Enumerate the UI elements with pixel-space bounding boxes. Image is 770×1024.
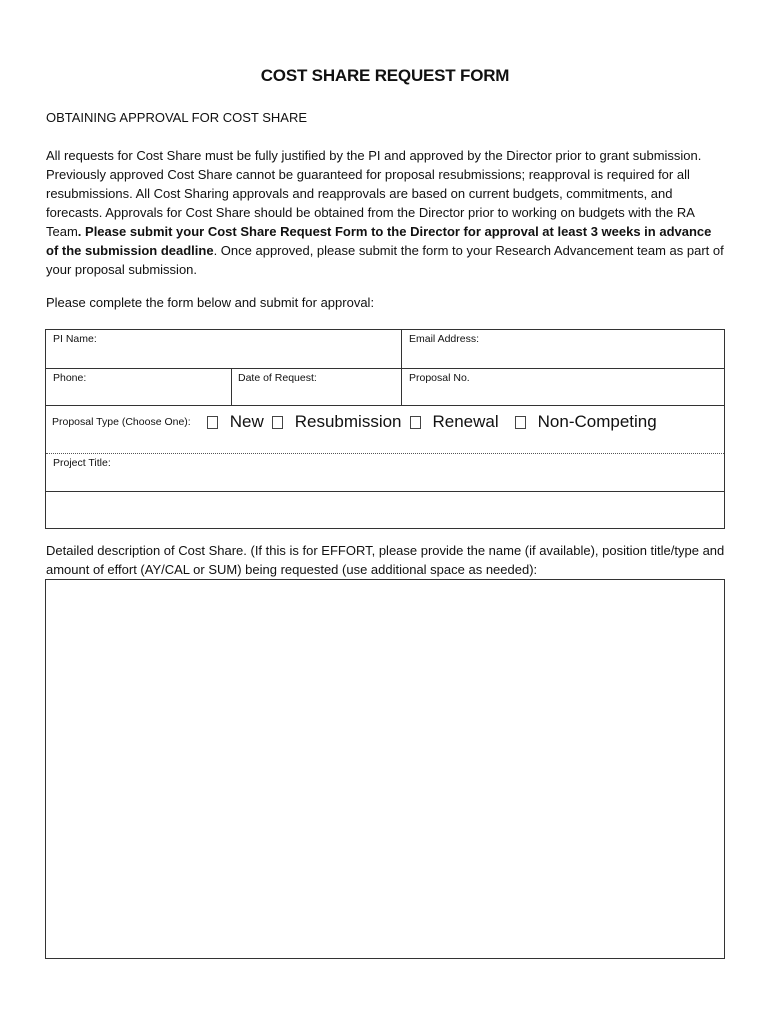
form-instruction: Please complete the form below and submit for approval: — [46, 295, 375, 310]
proposal-type-non-competing[interactable] — [515, 412, 657, 432]
checkbox-icon[interactable] — [207, 416, 218, 429]
phone-field[interactable] — [46, 369, 232, 406]
date-of-request-label: Date of Request: — [238, 372, 317, 384]
section-heading: OBTAINING APPROVAL FOR COST SHARE — [46, 110, 308, 125]
paragraph-text: All requests for Cost Share must be fully justified by the PI and approved by the Director prior to grant submission. Previously approved Cost Share cannot be guaranteed for proposal resubmissions; reapproval is required for all resubmissions. All Cost Sharing approvals and reapprovals are based on current budgets, commitments, and forecasts. Approvals for Cost Share should be obtained from the Director prior to working on budgets with the RA Team — [46, 148, 702, 239]
proposal-type-new[interactable] — [207, 412, 264, 432]
proposal-type-renewal[interactable] — [410, 412, 499, 432]
pi-name-field[interactable] — [46, 330, 402, 369]
date-of-request-field[interactable] — [232, 369, 402, 406]
phone-label: Phone: — [53, 372, 87, 384]
description-prompt: Detailed description of Cost Share. (If this is for EFFORT, please provide the name (if available), position title/type and amount of effort (AY/CAL or SUM) being requested (use additional space as needed): — [46, 543, 725, 577]
checkbox-icon[interactable] — [515, 416, 526, 429]
request-form-table — [45, 329, 725, 529]
project-title-label: Project Title: — [53, 457, 111, 469]
description-textarea[interactable] — [45, 579, 725, 959]
option-label: Non-Competing — [537, 412, 657, 431]
proposal-no-field[interactable] — [402, 369, 724, 406]
proposal-type-resubmission[interactable] — [272, 412, 402, 432]
proposal-type-row — [52, 412, 657, 432]
project-title-input-area[interactable] — [46, 492, 724, 528]
option-label: New — [229, 412, 264, 431]
pi-name-label: PI Name: — [53, 333, 97, 345]
instructions-paragraph — [46, 146, 726, 279]
option-label: Renewal — [432, 412, 499, 431]
proposal-type-label: Proposal Type (Choose One): — [52, 416, 191, 428]
project-title-field[interactable] — [46, 454, 724, 492]
email-label: Email Address: — [409, 333, 480, 345]
paragraph-tail-text: . Once approved, please submit the form to your Research Advancement team as part of your proposal submission. — [46, 243, 724, 277]
checkbox-icon[interactable] — [272, 416, 283, 429]
checkbox-icon[interactable] — [410, 416, 421, 429]
form-title: COST SHARE REQUEST FORM — [260, 66, 510, 85]
proposal-no-label: Proposal No. — [409, 372, 470, 384]
option-label: Resubmission — [294, 412, 402, 431]
email-field[interactable] — [402, 330, 724, 369]
paragraph-bold-text: . Please submit your Cost Share Request Form to the Director for approval at least 3 weeks in advance of the submission deadline — [46, 224, 712, 258]
